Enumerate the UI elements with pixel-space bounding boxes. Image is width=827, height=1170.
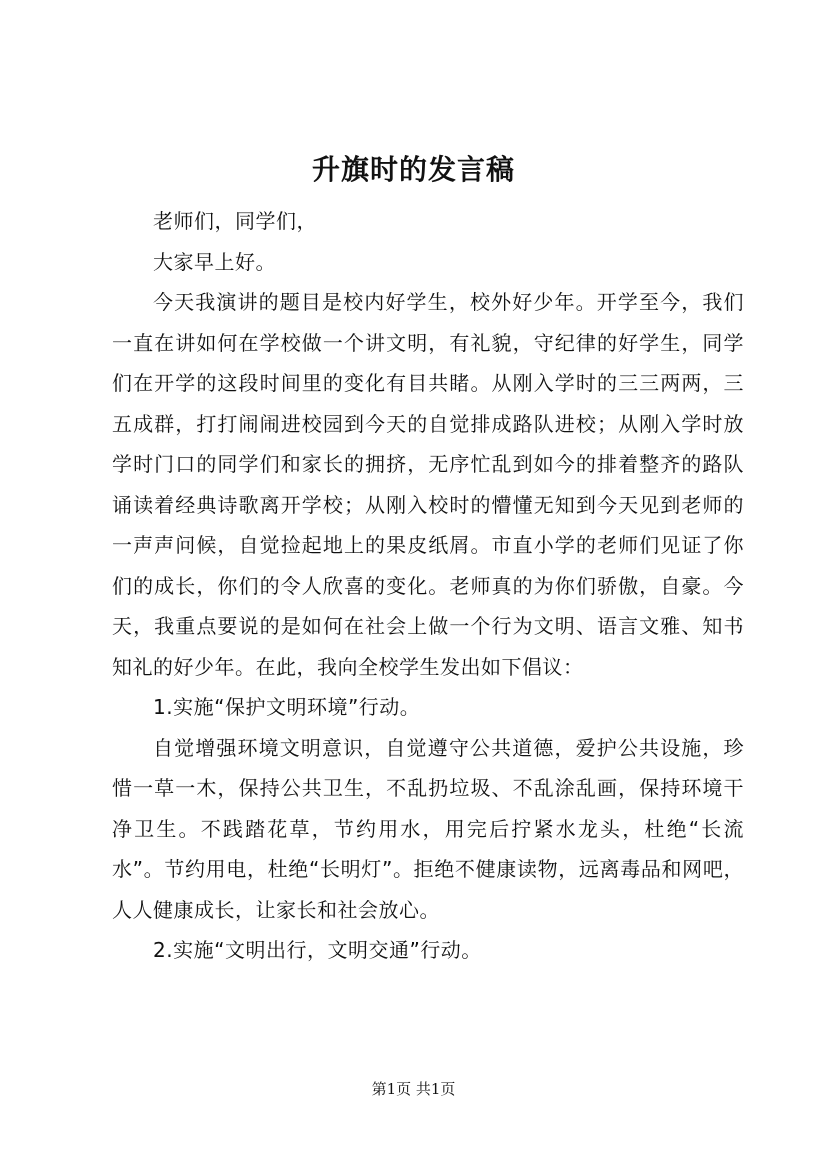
salutation-paragraph: 大家早上好。: [153, 249, 276, 274]
document-body: [112, 201, 744, 971]
proposal-heading-1: 1.实施“保护文明环境”行动。: [153, 695, 421, 719]
proposal-body-1: 自觉增强环境文明意识，自觉遵守公共道德，爱护公共设施，珍惜一草一木，保持公共卫生，不乱扔垃圾、不乱涂乱画，保持环境干净卫生。不践踏花草，节约用水，用完后拧紧水龙头，杜绝“长流水”。节约用电，杜绝“长明灯”。拒绝不健康读物，远离毒品和网吧，人人健康成长，让家长和社会放心。: [112, 735, 744, 922]
intro-paragraph: 今天我演讲的题目是校内好学生，校外好少年。开学至今，我们一直在讲如何在学校做一个讲文明，有礼貌，守纪律的好学生，同学们在开学的这段时间里的变化有目共睹。从刚入学时的三三两两，三五成群，打打闹闹进校园到今天的自觉排成路队进校；从刚入学时放学时门口的同学们和家长的拥挤，无序忙乱到如今的排着整齐的路队诵读着经典诗歌离开学校；从刚入校时的懵懂无知到今天见到老师的一声声问候，自觉捡起地上的果皮纸屑。市直小学的老师们见证了你们的成长，你们的令人欣喜的变化。老师真的为你们骄傲，自豪。今天，我重点要说的是如何在社会上做一个行为文明、语言文雅、知书知礼的好少年。在此，我向全校学生发出如下倡议：: [112, 290, 744, 679]
proposal-heading-2: 2.实施“文明出行，文明交通”行动。: [153, 938, 482, 962]
document-title: 升旗时的发言稿: [311, 153, 515, 186]
page-number-footer: 第1页 共1页: [371, 1080, 456, 1098]
greeting-paragraph: 老师们，同学们，: [153, 209, 317, 233]
